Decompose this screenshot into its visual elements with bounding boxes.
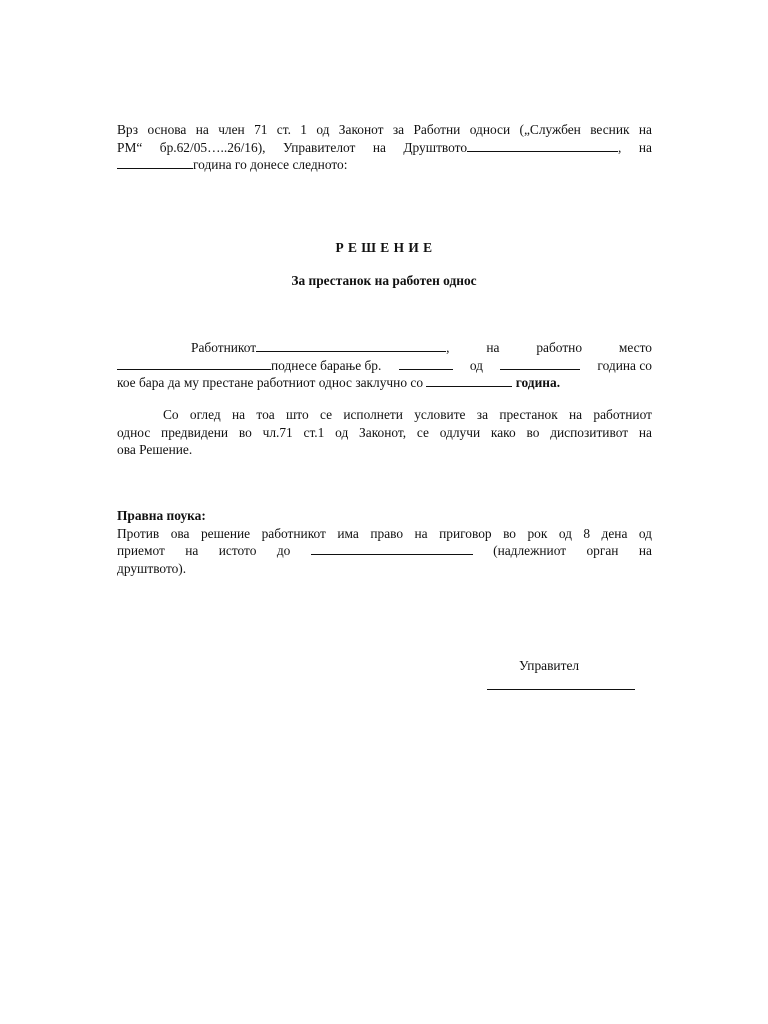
word: приговор	[439, 525, 492, 541]
paragraph-1-line-2	[117, 357, 652, 375]
word: 71	[254, 122, 268, 137]
request-number-blank[interactable]	[399, 357, 453, 370]
word: решение	[200, 525, 251, 541]
word: на	[569, 407, 583, 422]
legal-line-2	[117, 542, 652, 560]
word: како	[490, 424, 516, 440]
position-blank[interactable]	[117, 357, 271, 370]
date-from-label: од	[469, 357, 483, 373]
year-label: година со	[597, 357, 652, 373]
word: основа	[147, 122, 187, 137]
legal-word: на	[638, 543, 652, 559]
request-date-blank[interactable]	[500, 357, 580, 370]
word: во	[238, 424, 252, 440]
word: весник	[590, 122, 630, 137]
word: однос	[117, 424, 151, 440]
legal-line-1	[117, 525, 652, 543]
word: предвидени	[161, 424, 229, 440]
employee-comma: ,	[446, 340, 450, 355]
location-blank[interactable]	[117, 156, 193, 169]
paragraph-1-line-3	[117, 374, 652, 392]
word: се	[416, 424, 429, 440]
word: Законот,	[359, 424, 407, 440]
legal-word: (надлежниот	[493, 543, 567, 559]
preamble-line-1	[117, 121, 652, 139]
word: оглед	[189, 407, 221, 422]
word: се	[319, 407, 333, 422]
word: од	[638, 525, 652, 541]
preamble-line-2-word: РМ“	[117, 139, 143, 155]
preamble-line-2-word: бр.62/05…..26/16),	[159, 139, 266, 155]
employee-label: Работникот	[191, 340, 257, 355]
word: право	[370, 525, 404, 541]
preamble-line-2-word: Управителот	[282, 139, 356, 155]
document-title: Р Е Ш Е Н И Е	[335, 240, 433, 255]
employee-group	[117, 339, 449, 357]
legal-word: до	[276, 543, 291, 559]
word: на	[638, 424, 652, 440]
signature-label: Управител	[519, 658, 580, 673]
word: ова	[170, 525, 190, 541]
word: 1	[300, 122, 307, 137]
word: Со	[163, 407, 179, 422]
company-name-group	[403, 139, 621, 157]
word: дена	[601, 525, 628, 541]
legal-word: на	[185, 543, 199, 559]
word: одлучи	[439, 424, 481, 440]
word: од	[558, 525, 572, 541]
company-label: Друштвото	[403, 139, 468, 155]
paragraph-1	[117, 339, 652, 392]
legal-line-3: друштвото).	[117, 560, 187, 576]
paragraph-1-line-1	[117, 339, 652, 357]
paragraph-1-word: место	[618, 340, 652, 355]
word: Против	[117, 525, 160, 541]
word: 8	[583, 525, 591, 541]
word: исполнети	[343, 407, 403, 422]
word: тоа	[256, 407, 275, 422]
preamble-line-2	[117, 139, 652, 157]
preamble	[117, 121, 652, 174]
appeal-body-blank[interactable]	[311, 542, 473, 555]
word: работникот	[261, 525, 326, 541]
preamble-line-3	[117, 156, 652, 174]
word: ст.	[276, 122, 291, 137]
word: рок	[527, 525, 548, 541]
word: Работни	[413, 122, 461, 137]
word: во	[526, 424, 540, 440]
legal-heading: Правна поука:	[117, 508, 206, 523]
preamble-line-2-word: на	[372, 139, 386, 155]
word: има	[337, 525, 359, 541]
word: на	[414, 525, 428, 541]
word: („Службен	[519, 122, 581, 137]
paragraph-2-line-1	[117, 406, 652, 424]
word: член	[218, 122, 245, 137]
paragraph-1-word: работно	[536, 340, 583, 355]
word: на	[231, 407, 246, 422]
termination-date-blank[interactable]	[426, 374, 512, 387]
employee-name-blank[interactable]	[256, 339, 446, 352]
legal-word: орган	[586, 543, 619, 559]
word: работниот	[593, 407, 652, 422]
word: чл.71	[262, 424, 293, 440]
word: условите	[414, 407, 466, 422]
document-subtitle: За престанок на работен однос	[291, 273, 477, 288]
word: Законот	[338, 122, 384, 137]
paragraph-2-line-2	[117, 424, 652, 442]
word: на	[638, 122, 652, 137]
paragraph-2	[117, 406, 652, 459]
word: Врз	[117, 122, 139, 137]
paragraph-1-word: на	[486, 340, 500, 355]
preamble-line-2-word: на	[638, 139, 652, 155]
word: од	[335, 424, 349, 440]
legal-word: приемот	[117, 543, 165, 559]
word: на	[195, 122, 209, 137]
word: престанок	[499, 407, 558, 422]
company-name-blank[interactable]	[467, 139, 618, 152]
request-label: поднесе барање бр.	[271, 357, 382, 373]
word: во	[503, 525, 516, 541]
signature-line[interactable]	[487, 689, 635, 690]
legal-word: истото	[218, 543, 257, 559]
position-group	[117, 357, 381, 375]
word: односи	[469, 122, 511, 137]
termination-year-label: година.	[515, 375, 561, 391]
word: диспозитивот	[550, 424, 629, 440]
preamble-comma: ,	[618, 139, 622, 155]
termination-request-text: кое бара да му престане работниот однос заклучно со	[117, 375, 424, 391]
word: за	[476, 407, 489, 422]
word: од	[316, 122, 330, 137]
word: за	[392, 122, 405, 137]
word: ст.1	[303, 424, 325, 440]
preamble-line-3-text: година го донесе следното:	[193, 157, 348, 173]
paragraph-2-line-3: ова Решение.	[117, 442, 193, 458]
legal-instruction	[117, 507, 652, 577]
word: што	[286, 407, 309, 422]
